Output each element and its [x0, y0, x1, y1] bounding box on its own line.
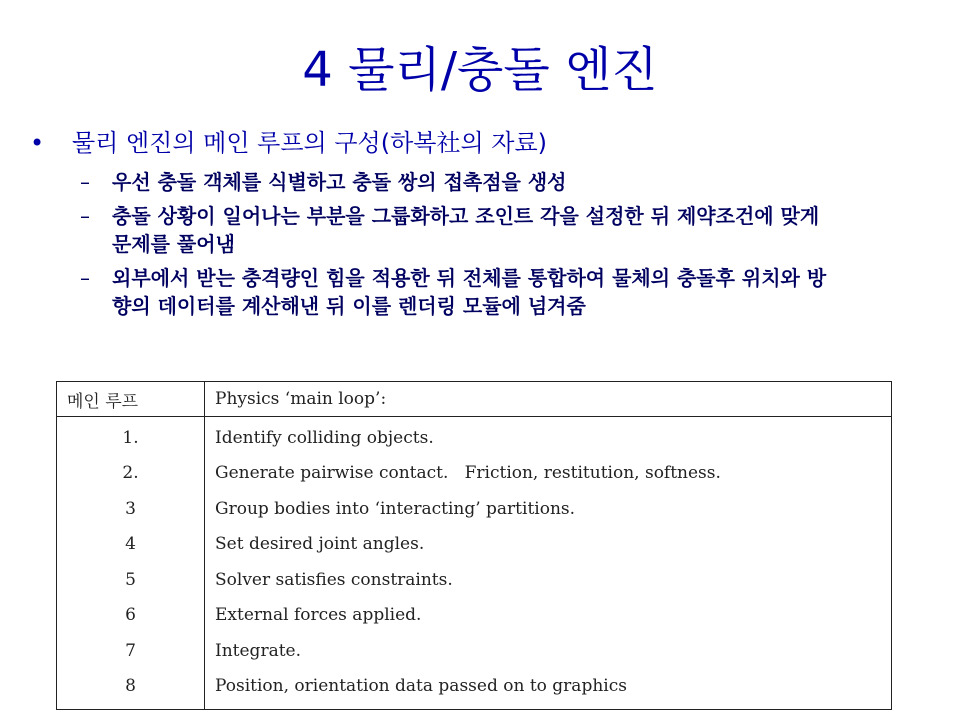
- sub-bullet-text: 우선 충돌 객체를 식별하고 충돌 쌍의 접촉점을 생성: [112, 170, 567, 194]
- table-row: [57, 633, 892, 669]
- step-text: Position, orientation data passed on to graphics: [205, 669, 892, 710]
- main-bullet-text: 물리 엔진의 메인 루프의 구성(하복社의 자료): [72, 129, 547, 157]
- step-number: 1.: [57, 417, 205, 456]
- step-number: 2.: [57, 456, 205, 492]
- header-cell-label: 메인 루프: [57, 382, 205, 417]
- table-row: [57, 527, 892, 563]
- step-text: Group bodies into ‘interacting’ partitions.: [205, 491, 892, 527]
- step-number: 6: [57, 598, 205, 634]
- step-number: 3: [57, 491, 205, 527]
- table-row: [57, 456, 892, 492]
- table-row: [57, 417, 892, 456]
- sub-bullet-text: 충돌 상황이 일어나는 부분을 그룹화하고 조인트 각을 설정한 뒤 제약조건에 맞게 문제를 풀어냄: [112, 204, 820, 256]
- step-number: 8: [57, 669, 205, 710]
- dash-marker: –: [80, 266, 90, 290]
- bullet-dot: •: [30, 129, 45, 157]
- step-text: Generate pairwise contact. Friction, restitution, softness.: [205, 456, 892, 492]
- slide-title: 4 물리/충돌 엔진: [302, 42, 658, 98]
- table-row: [57, 669, 892, 710]
- sub-bullet: [80, 264, 840, 320]
- table-header-row: [57, 382, 892, 417]
- dash-marker: –: [80, 204, 90, 228]
- step-number: 7: [57, 633, 205, 669]
- table-row: [57, 598, 892, 634]
- step-text: Solver satisfies constraints.: [205, 562, 892, 598]
- sub-bullet-text: 외부에서 받는 충격량인 힘을 적용한 뒤 전체를 통합하여 물체의 충돌후 위치와 방향의 데이터를 계산해낸 뒤 이를 렌더링 모듈에 넘겨줌: [112, 266, 827, 318]
- step-text: Set desired joint angles.: [205, 527, 892, 563]
- table-row: [57, 491, 892, 527]
- main-bullet: [30, 126, 547, 160]
- dash-marker: –: [80, 170, 90, 194]
- header-cell-title: Physics ‘main loop’:: [205, 382, 892, 417]
- step-number: 4: [57, 527, 205, 563]
- main-loop-table: [56, 381, 892, 710]
- sub-bullet: [80, 202, 840, 258]
- step-text: External forces applied.: [205, 598, 892, 634]
- sub-bullet: [80, 168, 840, 196]
- step-number: 5: [57, 562, 205, 598]
- step-text: Integrate.: [205, 633, 892, 669]
- table-row: [57, 562, 892, 598]
- sub-bullet-list: [80, 168, 840, 326]
- step-text: Identify colliding objects.: [205, 417, 892, 456]
